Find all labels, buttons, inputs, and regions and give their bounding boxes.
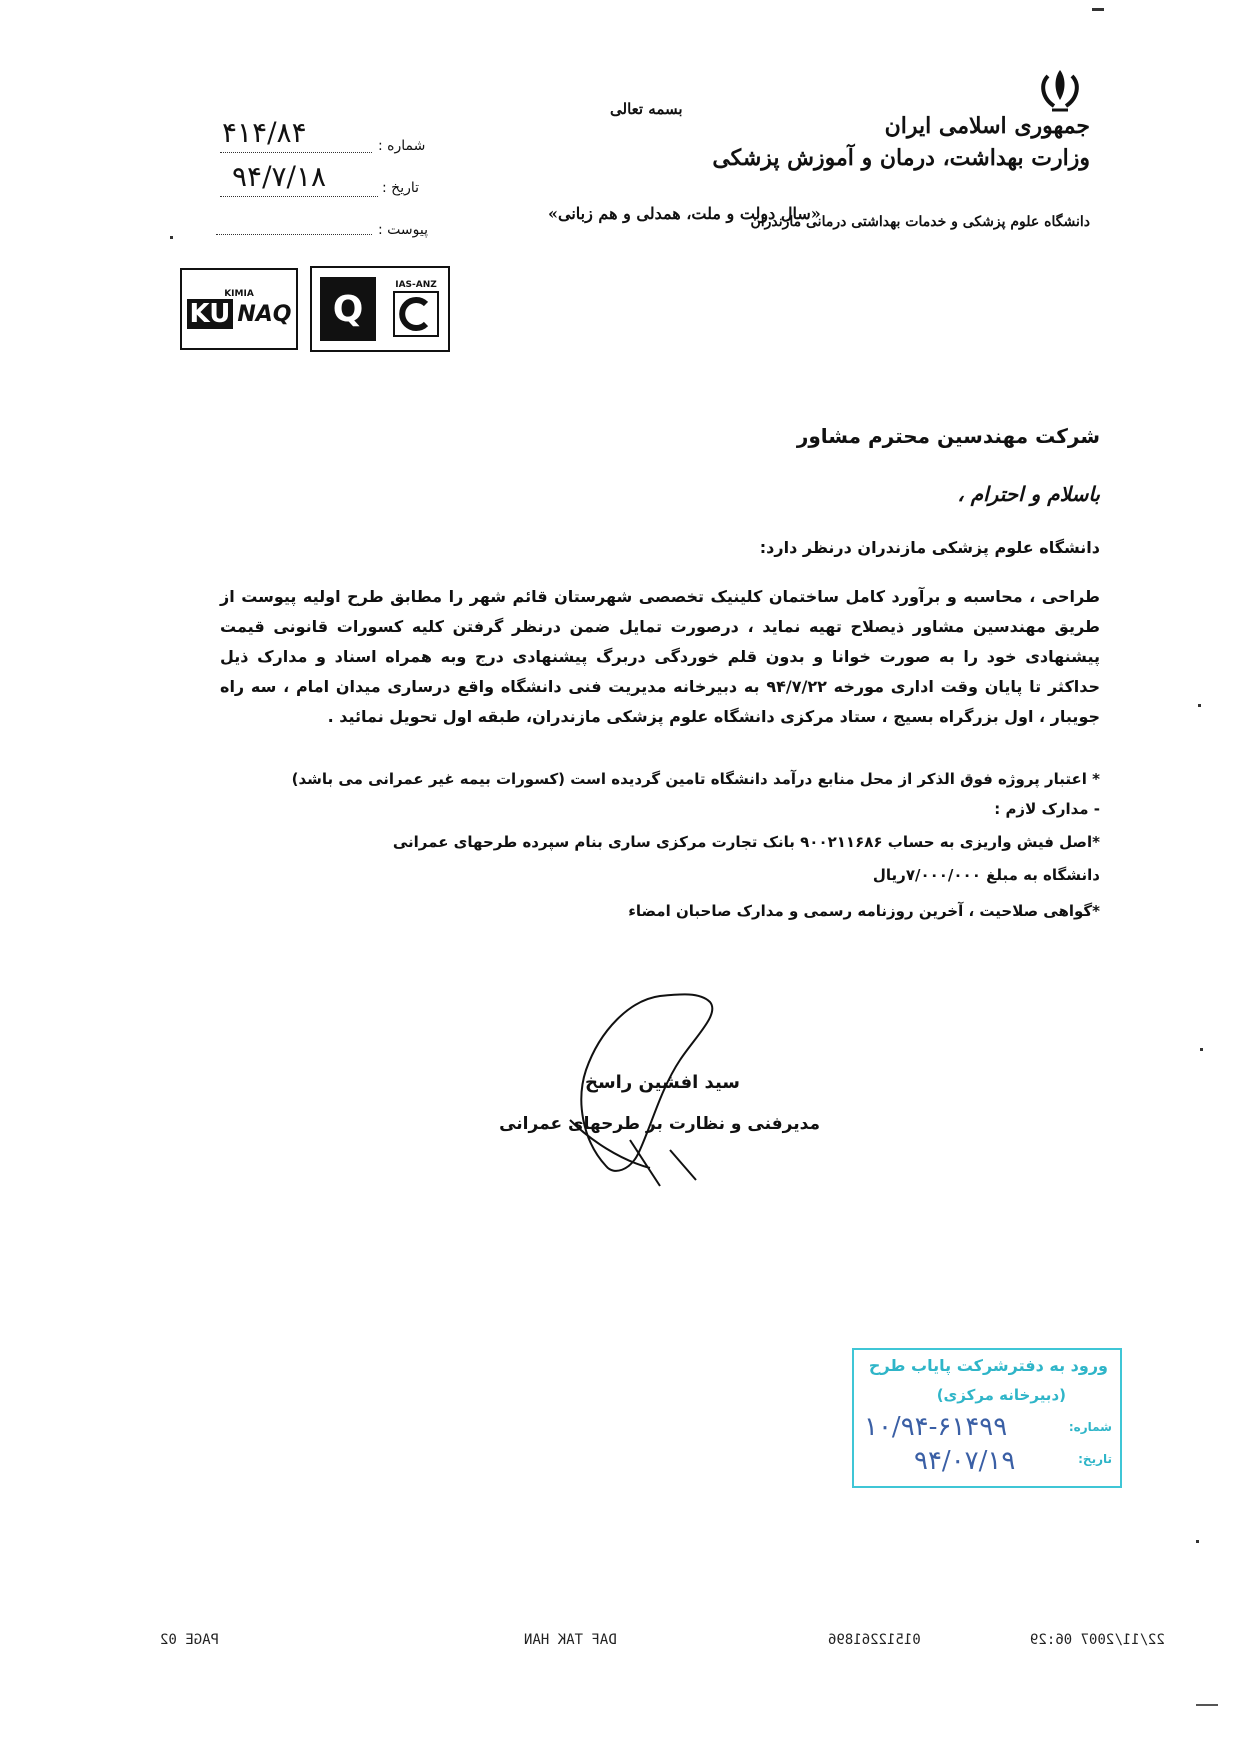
year-slogan: «سال دولت و ملت، همدلی و هم زبانی» [548, 204, 821, 223]
requirement-item-1: *اصل فیش واریزی به حساب ۹۰۰۲۱۱۶۸۶ بانک تجارت مرکزی ساری بنام سپرده طرحهای عمرانی [392, 833, 1100, 851]
signatory-title: مدیرفنی و نظارت بر طرحهای عمرانی [499, 1114, 820, 1134]
ministry-line1: جمهوری اسلامی ایران [884, 113, 1090, 139]
fax-sender: DAF TAK HAN [524, 1632, 617, 1648]
university-name: دانشگاه علوم پزشکی و خدمات بهداشتی درمانی مازندران [750, 214, 1090, 230]
logo1-caption: KIMIA [224, 289, 254, 299]
stamp-subtitle: (دبیرخانه مرکزی) [936, 1386, 1066, 1404]
logo3-caption: IAS-ANZ [395, 280, 437, 290]
scan-mark [1092, 8, 1104, 11]
requirements-label: - مدارک لازم : [994, 800, 1100, 818]
intro-line: دانشگاه علوم پزشکی مازندران درنظر دارد: [759, 538, 1100, 557]
signatory-name: سید افشین راسخ [584, 1072, 740, 1093]
scan-mark [1196, 1704, 1218, 1706]
number-line [220, 152, 372, 153]
date-value: ۹۴/۷/۱۸ [232, 160, 327, 193]
scan-dot [170, 236, 173, 239]
logo1-text: KU [187, 299, 234, 329]
greeting-line: باسلام و احترام ، [957, 482, 1100, 506]
main-paragraph: طراحی ، محاسبه و برآورد کامل ساختمان کلینیک تخصصی شهرستان قائم شهر را مطابق طرح اولیه پیوست از طریق مهندسین مشاور ذیصلاح تهیه نماید ، درصورت تمایل ضمن درنظر گرفتن کلیه کسورات قانونی قیمت پیشنهادی خود را به صورت خوانا و بدون قلم خوردگی دربرگ پیشنهادی درج وبه همراه اسناد و مدارک ذیل حداکثر تا پایان وقت اداری مورخه ۹۴/۷/۲۲ به دبیرخانه مدیریت فنی دانشگاه واقع درساری میدان امام ، سه راه جویبار ، اول بزرگراه بسیج ، ستاد مرکزی دانشگاه علوم پزشکی مازندران، طبقه اول تحویل نمائید . [220, 587, 1101, 726]
funding-note: * اعتبار پروژه فوق الذکر از محل منابع درآمد دانشگاه تامین گردیده است (کسورات بیمه غیر عمرانی می باشد) [291, 770, 1100, 788]
iran-emblem-icon [1030, 66, 1090, 114]
quality-q-icon: Q [320, 277, 376, 341]
stamp-number-label: شماره: [1068, 1420, 1112, 1434]
ministry-name [712, 110, 1090, 174]
stamp-date-value: ۹۴/۰۷/۱۹ [914, 1446, 1016, 1476]
kimia-naq-logo [180, 268, 298, 350]
scan-dot [1198, 704, 1201, 707]
ias-anz-logo [310, 266, 450, 352]
ministry-line2: وزارت بهداشت، درمان و آموزش پزشکی [712, 145, 1090, 171]
date-label: تاریخ : [382, 180, 420, 196]
fax-phone: 01512261896 [828, 1632, 921, 1648]
recipient-heading: شرکت مهندسین محترم مشاور [796, 424, 1100, 448]
registration-stamp [852, 1348, 1122, 1488]
attachment-label: پیوست : [378, 222, 428, 238]
stamp-title: ورود به دفترشرکت پایاب طرح [868, 1356, 1108, 1375]
fax-page: PAGE 02 [160, 1632, 220, 1648]
requirement-item-1-cont: دانشگاه به مبلغ ۷/۰۰۰/۰۰۰ریال [872, 866, 1100, 884]
fax-datetime: 22/11/2007 06:29 [1030, 1632, 1165, 1648]
certification-mark-icon [392, 290, 440, 338]
bismillah-heading: بسمه تعالی [610, 100, 683, 118]
number-value: ۴۱۴/۸۴ [222, 116, 307, 149]
logo2-text: NAQ [237, 301, 292, 327]
scan-dot [1196, 1540, 1199, 1543]
scan-dot [1200, 1048, 1203, 1051]
date-line [220, 196, 378, 197]
stamp-number-value: ۱۰/۹۴-۶۱۴۹۹ [864, 1412, 1008, 1442]
requirement-item-2: *گواهی صلاحیت ، آخرین روزنامه رسمی و مدارک صاحبان امضاء [628, 902, 1100, 920]
number-label: شماره : [378, 138, 426, 154]
stamp-date-label: تاریخ: [1078, 1452, 1112, 1466]
attachment-line [216, 234, 372, 235]
